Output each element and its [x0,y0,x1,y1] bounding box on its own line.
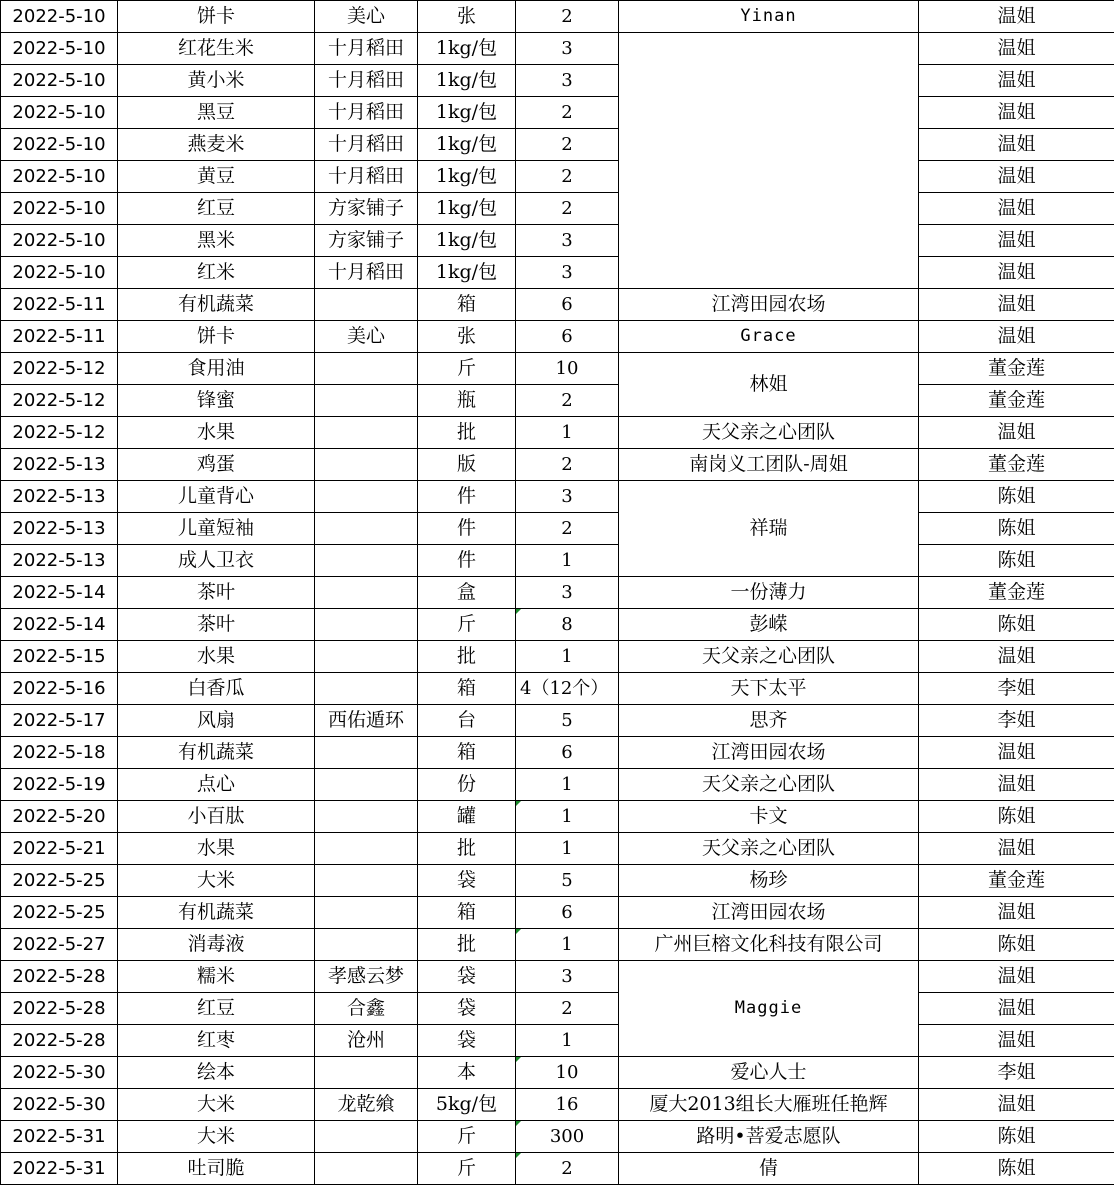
table-row [1,961,1114,993]
donor-cell[interactable]: 南岗义工团队-周姐 [619,449,919,481]
brand-cell[interactable] [315,897,418,929]
unit-cell[interactable]: 斤 [418,609,516,641]
date-cell[interactable]: 2022-5-10 [1,33,118,65]
date-cell[interactable]: 2022-5-10 [1,193,118,225]
unit-cell[interactable]: 斤 [418,1153,516,1185]
item-cell[interactable]: 水果 [118,417,315,449]
table-row [1,193,1114,225]
receiver-cell[interactable]: 温姐 [919,897,1114,929]
receiver-cell[interactable]: 温姐 [919,1089,1114,1121]
donor-cell[interactable]: 广州巨榕文化科技有限公司 [619,929,919,961]
receiver-cell[interactable]: 温姐 [919,1,1114,33]
receiver-cell[interactable]: 温姐 [919,961,1114,993]
date-cell[interactable]: 2022-5-11 [1,321,118,353]
receiver-cell[interactable]: 陈姐 [919,545,1114,577]
item-cell[interactable]: 吐司脆 [118,1153,315,1185]
receiver-cell[interactable]: 温姐 [919,833,1114,865]
brand-cell[interactable]: 沧州 [315,1025,418,1057]
item-cell[interactable]: 小百肽 [118,801,315,833]
quantity-cell[interactable]: 2 [516,193,619,225]
brand-cell[interactable] [315,353,418,385]
date-cell[interactable]: 2022-5-10 [1,65,118,97]
unit-cell[interactable]: 份 [418,769,516,801]
brand-cell[interactable] [315,449,418,481]
date-cell[interactable]: 2022-5-17 [1,705,118,737]
unit-cell[interactable]: 1kg/包 [418,97,516,129]
date-cell[interactable]: 2022-5-10 [1,1,118,33]
brand-cell[interactable] [315,929,418,961]
receiver-cell[interactable]: 陈姐 [919,609,1114,641]
brand-cell[interactable] [315,1153,418,1185]
donor-cell[interactable]: 江湾田园农场 [619,289,919,321]
donor-cell[interactable]: 彭嵘 [619,609,919,641]
donor-cell[interactable]: 天父亲之心团队 [619,417,919,449]
date-cell[interactable]: 2022-5-10 [1,257,118,289]
brand-cell[interactable]: 十月稻田 [315,257,418,289]
quantity-cell[interactable]: 1 [516,1025,619,1057]
donor-cell[interactable]: 天父亲之心团队 [619,641,919,673]
date-cell[interactable]: 2022-5-12 [1,417,118,449]
donor-cell[interactable]: Yinan [619,1,919,33]
receiver-cell[interactable]: 陈姐 [919,513,1114,545]
table-row [1,929,1114,961]
brand-cell[interactable] [315,737,418,769]
date-cell[interactable]: 2022-5-31 [1,1153,118,1185]
quantity-cell[interactable]: 2 [516,449,619,481]
date-cell[interactable]: 2022-5-25 [1,897,118,929]
receiver-cell[interactable]: 温姐 [919,257,1114,289]
date-cell[interactable]: 2022-5-16 [1,673,118,705]
receiver-cell[interactable]: 温姐 [919,1025,1114,1057]
item-cell[interactable]: 成人卫衣 [118,545,315,577]
donor-cell[interactable]: 杨珍 [619,865,919,897]
item-cell[interactable]: 儿童背心 [118,481,315,513]
quantity-cell[interactable]: 10 [516,353,619,385]
date-cell[interactable]: 2022-5-28 [1,961,118,993]
brand-cell[interactable]: 十月稻田 [315,33,418,65]
donor-cell[interactable]: 江湾田园农场 [619,897,919,929]
item-cell[interactable]: 有机蔬菜 [118,737,315,769]
quantity-cell[interactable]: 1 [516,545,619,577]
item-cell[interactable]: 黄小米 [118,65,315,97]
receiver-cell[interactable]: 陈姐 [919,1153,1114,1185]
brand-cell[interactable] [315,417,418,449]
receiver-cell[interactable]: 温姐 [919,225,1114,257]
brand-cell[interactable] [315,673,418,705]
date-cell[interactable]: 2022-5-12 [1,385,118,417]
date-cell[interactable]: 2022-5-20 [1,801,118,833]
item-cell[interactable]: 鸡蛋 [118,449,315,481]
table-row [1,577,1114,609]
quantity-cell[interactable]: 3 [516,65,619,97]
item-cell[interactable]: 黄豆 [118,161,315,193]
item-cell[interactable]: 饼卡 [118,1,315,33]
unit-cell[interactable]: 1kg/包 [418,161,516,193]
unit-cell[interactable]: 斤 [418,1121,516,1153]
quantity-cell[interactable]: 6 [516,737,619,769]
table-row [1,833,1114,865]
unit-cell[interactable]: 1kg/包 [418,33,516,65]
unit-cell[interactable]: 件 [418,545,516,577]
unit-cell[interactable]: 盒 [418,577,516,609]
receiver-cell[interactable]: 董金莲 [919,449,1114,481]
receiver-cell[interactable]: 董金莲 [919,865,1114,897]
quantity-cell[interactable]: 2 [516,161,619,193]
unit-cell[interactable]: 箱 [418,737,516,769]
table-row [1,897,1114,929]
receiver-cell[interactable]: 陈姐 [919,929,1114,961]
quantity-cell[interactable]: 6 [516,897,619,929]
unit-cell[interactable]: 1kg/包 [418,129,516,161]
date-cell[interactable]: 2022-5-18 [1,737,118,769]
donor-cell[interactable]: 江湾田园农场 [619,737,919,769]
unit-cell[interactable]: 台 [418,705,516,737]
quantity-cell[interactable]: 1 [516,801,619,833]
donor-cell[interactable]: 天父亲之心团队 [619,769,919,801]
donor-cell[interactable]: 倩 [619,1153,919,1185]
table-row [1,1,1114,33]
receiver-cell[interactable]: 温姐 [919,193,1114,225]
item-cell[interactable]: 茶叶 [118,577,315,609]
brand-cell[interactable] [315,481,418,513]
item-cell[interactable]: 红枣 [118,1025,315,1057]
donor-cell[interactable]: 林姐 [619,353,919,417]
date-cell[interactable]: 2022-5-27 [1,929,118,961]
quantity-cell[interactable]: 3 [516,225,619,257]
item-cell[interactable]: 大米 [118,1089,315,1121]
donor-cell[interactable]: Maggie [619,961,919,1057]
date-cell[interactable]: 2022-5-15 [1,641,118,673]
item-cell[interactable]: 红豆 [118,193,315,225]
receiver-cell[interactable]: 温姐 [919,129,1114,161]
brand-cell[interactable] [315,1121,418,1153]
item-cell[interactable]: 白香瓜 [118,673,315,705]
receiver-cell[interactable]: 陈姐 [919,1121,1114,1153]
unit-cell[interactable]: 斤 [418,353,516,385]
date-cell[interactable]: 2022-5-13 [1,449,118,481]
brand-cell[interactable] [315,513,418,545]
brand-cell[interactable]: 方家铺子 [315,225,418,257]
date-cell[interactable]: 2022-5-13 [1,513,118,545]
brand-cell[interactable]: 十月稻田 [315,97,418,129]
table-row [1,129,1114,161]
table-row [1,993,1114,1025]
brand-cell[interactable]: 美心 [315,321,418,353]
table-row [1,289,1114,321]
unit-cell[interactable]: 袋 [418,993,516,1025]
date-cell[interactable]: 2022-5-12 [1,353,118,385]
unit-cell[interactable]: 罐 [418,801,516,833]
item-cell[interactable]: 红花生米 [118,33,315,65]
brand-cell[interactable]: 方家铺子 [315,193,418,225]
unit-cell[interactable]: 袋 [418,1025,516,1057]
receiver-cell[interactable]: 董金莲 [919,353,1114,385]
donor-cell[interactable]: 天父亲之心团队 [619,833,919,865]
unit-cell[interactable]: 批 [418,929,516,961]
unit-cell[interactable]: 瓶 [418,385,516,417]
table-row [1,737,1114,769]
date-cell[interactable]: 2022-5-25 [1,865,118,897]
table-row [1,65,1114,97]
brand-cell[interactable]: 合鑫 [315,993,418,1025]
quantity-cell[interactable]: 3 [516,33,619,65]
table-row [1,769,1114,801]
donor-cell[interactable]: 爱心人士 [619,1057,919,1089]
table-row [1,865,1114,897]
brand-cell[interactable]: 龙乾飨 [315,1089,418,1121]
receiver-cell[interactable]: 董金莲 [919,385,1114,417]
brand-cell[interactable]: 十月稻田 [315,161,418,193]
donor-cell[interactable]: 路明•菩爱志愿队 [619,1121,919,1153]
quantity-cell[interactable]: 5 [516,705,619,737]
table-row [1,673,1114,705]
receiver-cell[interactable]: 温姐 [919,321,1114,353]
item-cell[interactable]: 有机蔬菜 [118,289,315,321]
quantity-cell[interactable]: 3 [516,481,619,513]
receiver-cell[interactable]: 温姐 [919,769,1114,801]
unit-cell[interactable]: 件 [418,513,516,545]
brand-cell[interactable] [315,641,418,673]
receiver-cell[interactable]: 温姐 [919,97,1114,129]
quantity-cell[interactable]: 10 [516,1057,619,1089]
item-cell[interactable]: 大米 [118,865,315,897]
table-row [1,1057,1114,1089]
unit-cell[interactable]: 张 [418,1,516,33]
quantity-cell[interactable]: 2 [516,1,619,33]
receiver-cell[interactable]: 温姐 [919,737,1114,769]
item-cell[interactable]: 风扇 [118,705,315,737]
quantity-cell[interactable]: 2 [516,993,619,1025]
table-row [1,513,1114,545]
item-cell[interactable]: 黑豆 [118,97,315,129]
unit-cell[interactable]: 批 [418,417,516,449]
receiver-cell[interactable]: 温姐 [919,33,1114,65]
table-row [1,1121,1114,1153]
date-cell[interactable]: 2022-5-28 [1,993,118,1025]
quantity-cell[interactable]: 4（12个） [516,673,619,705]
item-cell[interactable]: 水果 [118,641,315,673]
quantity-cell[interactable]: 2 [516,129,619,161]
donor-cell[interactable] [619,33,919,289]
item-cell[interactable]: 有机蔬菜 [118,897,315,929]
donor-cell[interactable]: 思齐 [619,705,919,737]
date-cell[interactable]: 2022-5-13 [1,481,118,513]
item-cell[interactable]: 消毒液 [118,929,315,961]
item-cell[interactable]: 大米 [118,1121,315,1153]
table-row [1,33,1114,65]
brand-cell[interactable] [315,865,418,897]
donor-cell[interactable]: 一份薄力 [619,577,919,609]
receiver-cell[interactable]: 李姐 [919,673,1114,705]
item-cell[interactable]: 红米 [118,257,315,289]
table-row [1,417,1114,449]
date-cell[interactable]: 2022-5-28 [1,1025,118,1057]
unit-cell[interactable]: 1kg/包 [418,193,516,225]
item-cell[interactable]: 燕麦米 [118,129,315,161]
table-row [1,321,1114,353]
brand-cell[interactable] [315,545,418,577]
brand-cell[interactable] [315,289,418,321]
receiver-cell[interactable]: 温姐 [919,417,1114,449]
quantity-cell[interactable]: 2 [516,513,619,545]
unit-cell[interactable]: 箱 [418,897,516,929]
date-cell[interactable]: 2022-5-30 [1,1089,118,1121]
receiver-cell[interactable]: 陈姐 [919,801,1114,833]
item-cell[interactable]: 糯米 [118,961,315,993]
item-cell[interactable]: 点心 [118,769,315,801]
quantity-cell[interactable]: 2 [516,385,619,417]
item-cell[interactable]: 红豆 [118,993,315,1025]
table-row [1,481,1114,513]
unit-cell[interactable]: 版 [418,449,516,481]
date-cell[interactable]: 2022-5-14 [1,609,118,641]
quantity-cell[interactable]: 1 [516,833,619,865]
receiver-cell[interactable]: 温姐 [919,993,1114,1025]
date-cell[interactable]: 2022-5-19 [1,769,118,801]
item-cell[interactable]: 锋蜜 [118,385,315,417]
donor-cell[interactable]: 厦大2013组长大雁班任艳辉 [619,1089,919,1121]
quantity-cell[interactable]: 5 [516,865,619,897]
unit-cell[interactable]: 袋 [418,961,516,993]
unit-cell[interactable]: 箱 [418,289,516,321]
table-row [1,609,1114,641]
item-cell[interactable]: 儿童短袖 [118,513,315,545]
brand-cell[interactable]: 美心 [315,1,418,33]
quantity-cell[interactable]: 1 [516,769,619,801]
quantity-cell[interactable]: 6 [516,321,619,353]
receiver-cell[interactable]: 温姐 [919,161,1114,193]
date-cell[interactable]: 2022-5-31 [1,1121,118,1153]
table-row [1,97,1114,129]
quantity-cell[interactable]: 1 [516,641,619,673]
brand-cell[interactable] [315,577,418,609]
receiver-cell[interactable]: 李姐 [919,1057,1114,1089]
unit-cell[interactable]: 张 [418,321,516,353]
table-row [1,257,1114,289]
table-body [1,1,1114,1185]
receiver-cell[interactable]: 温姐 [919,289,1114,321]
table-row [1,1089,1114,1121]
brand-cell[interactable] [315,801,418,833]
item-cell[interactable]: 饼卡 [118,321,315,353]
unit-cell[interactable]: 件 [418,481,516,513]
date-cell[interactable]: 2022-5-21 [1,833,118,865]
item-cell[interactable]: 黑米 [118,225,315,257]
unit-cell[interactable]: 1kg/包 [418,65,516,97]
unit-cell[interactable]: 批 [418,833,516,865]
brand-cell[interactable] [315,385,418,417]
date-cell[interactable]: 2022-5-30 [1,1057,118,1089]
quantity-cell[interactable]: 8 [516,609,619,641]
table-row [1,1025,1114,1057]
brand-cell[interactable]: 十月稻田 [315,65,418,97]
item-cell[interactable]: 食用油 [118,353,315,385]
table-row [1,385,1114,417]
quantity-cell[interactable]: 16 [516,1089,619,1121]
quantity-cell[interactable]: 3 [516,961,619,993]
quantity-cell[interactable]: 3 [516,257,619,289]
table-row [1,545,1114,577]
date-cell[interactable]: 2022-5-10 [1,129,118,161]
table-row [1,801,1114,833]
table-row [1,225,1114,257]
date-cell[interactable]: 2022-5-11 [1,289,118,321]
quantity-cell[interactable]: 2 [516,97,619,129]
item-cell[interactable]: 绘本 [118,1057,315,1089]
donor-cell[interactable]: 天下太平 [619,673,919,705]
quantity-cell[interactable]: 1 [516,417,619,449]
brand-cell[interactable] [315,609,418,641]
date-cell[interactable]: 2022-5-10 [1,161,118,193]
unit-cell[interactable]: 箱 [418,673,516,705]
brand-cell[interactable]: 孝感云梦 [315,961,418,993]
receiver-cell[interactable]: 陈姐 [919,481,1114,513]
receiver-cell[interactable]: 温姐 [919,65,1114,97]
item-cell[interactable]: 水果 [118,833,315,865]
brand-cell[interactable]: 十月稻田 [315,129,418,161]
table-row [1,705,1114,737]
unit-cell[interactable]: 1kg/包 [418,257,516,289]
brand-cell[interactable] [315,1057,418,1089]
quantity-cell[interactable]: 1 [516,929,619,961]
quantity-cell[interactable]: 6 [516,289,619,321]
donor-cell[interactable]: 卡文 [619,801,919,833]
receiver-cell[interactable]: 李姐 [919,705,1114,737]
unit-cell[interactable]: 批 [418,641,516,673]
table-row [1,1153,1114,1185]
unit-cell[interactable]: 5kg/包 [418,1089,516,1121]
brand-cell[interactable] [315,769,418,801]
unit-cell[interactable]: 1kg/包 [418,225,516,257]
receiver-cell[interactable]: 温姐 [919,641,1114,673]
unit-cell[interactable]: 袋 [418,865,516,897]
donor-cell[interactable]: 祥瑞 [619,481,919,577]
date-cell[interactable]: 2022-5-10 [1,225,118,257]
table-row [1,449,1114,481]
quantity-cell[interactable]: 300 [516,1121,619,1153]
item-cell[interactable]: 茶叶 [118,609,315,641]
quantity-cell[interactable]: 3 [516,577,619,609]
brand-cell[interactable] [315,833,418,865]
table-row [1,641,1114,673]
receiver-cell[interactable]: 董金莲 [919,577,1114,609]
date-cell[interactable]: 2022-5-13 [1,545,118,577]
table-row [1,161,1114,193]
unit-cell[interactable]: 本 [418,1057,516,1089]
brand-cell[interactable]: 西佑遁环 [315,705,418,737]
donor-cell[interactable]: Grace [619,321,919,353]
quantity-cell[interactable]: 2 [516,1153,619,1185]
date-cell[interactable]: 2022-5-14 [1,577,118,609]
table-row [1,353,1114,385]
date-cell[interactable]: 2022-5-10 [1,97,118,129]
